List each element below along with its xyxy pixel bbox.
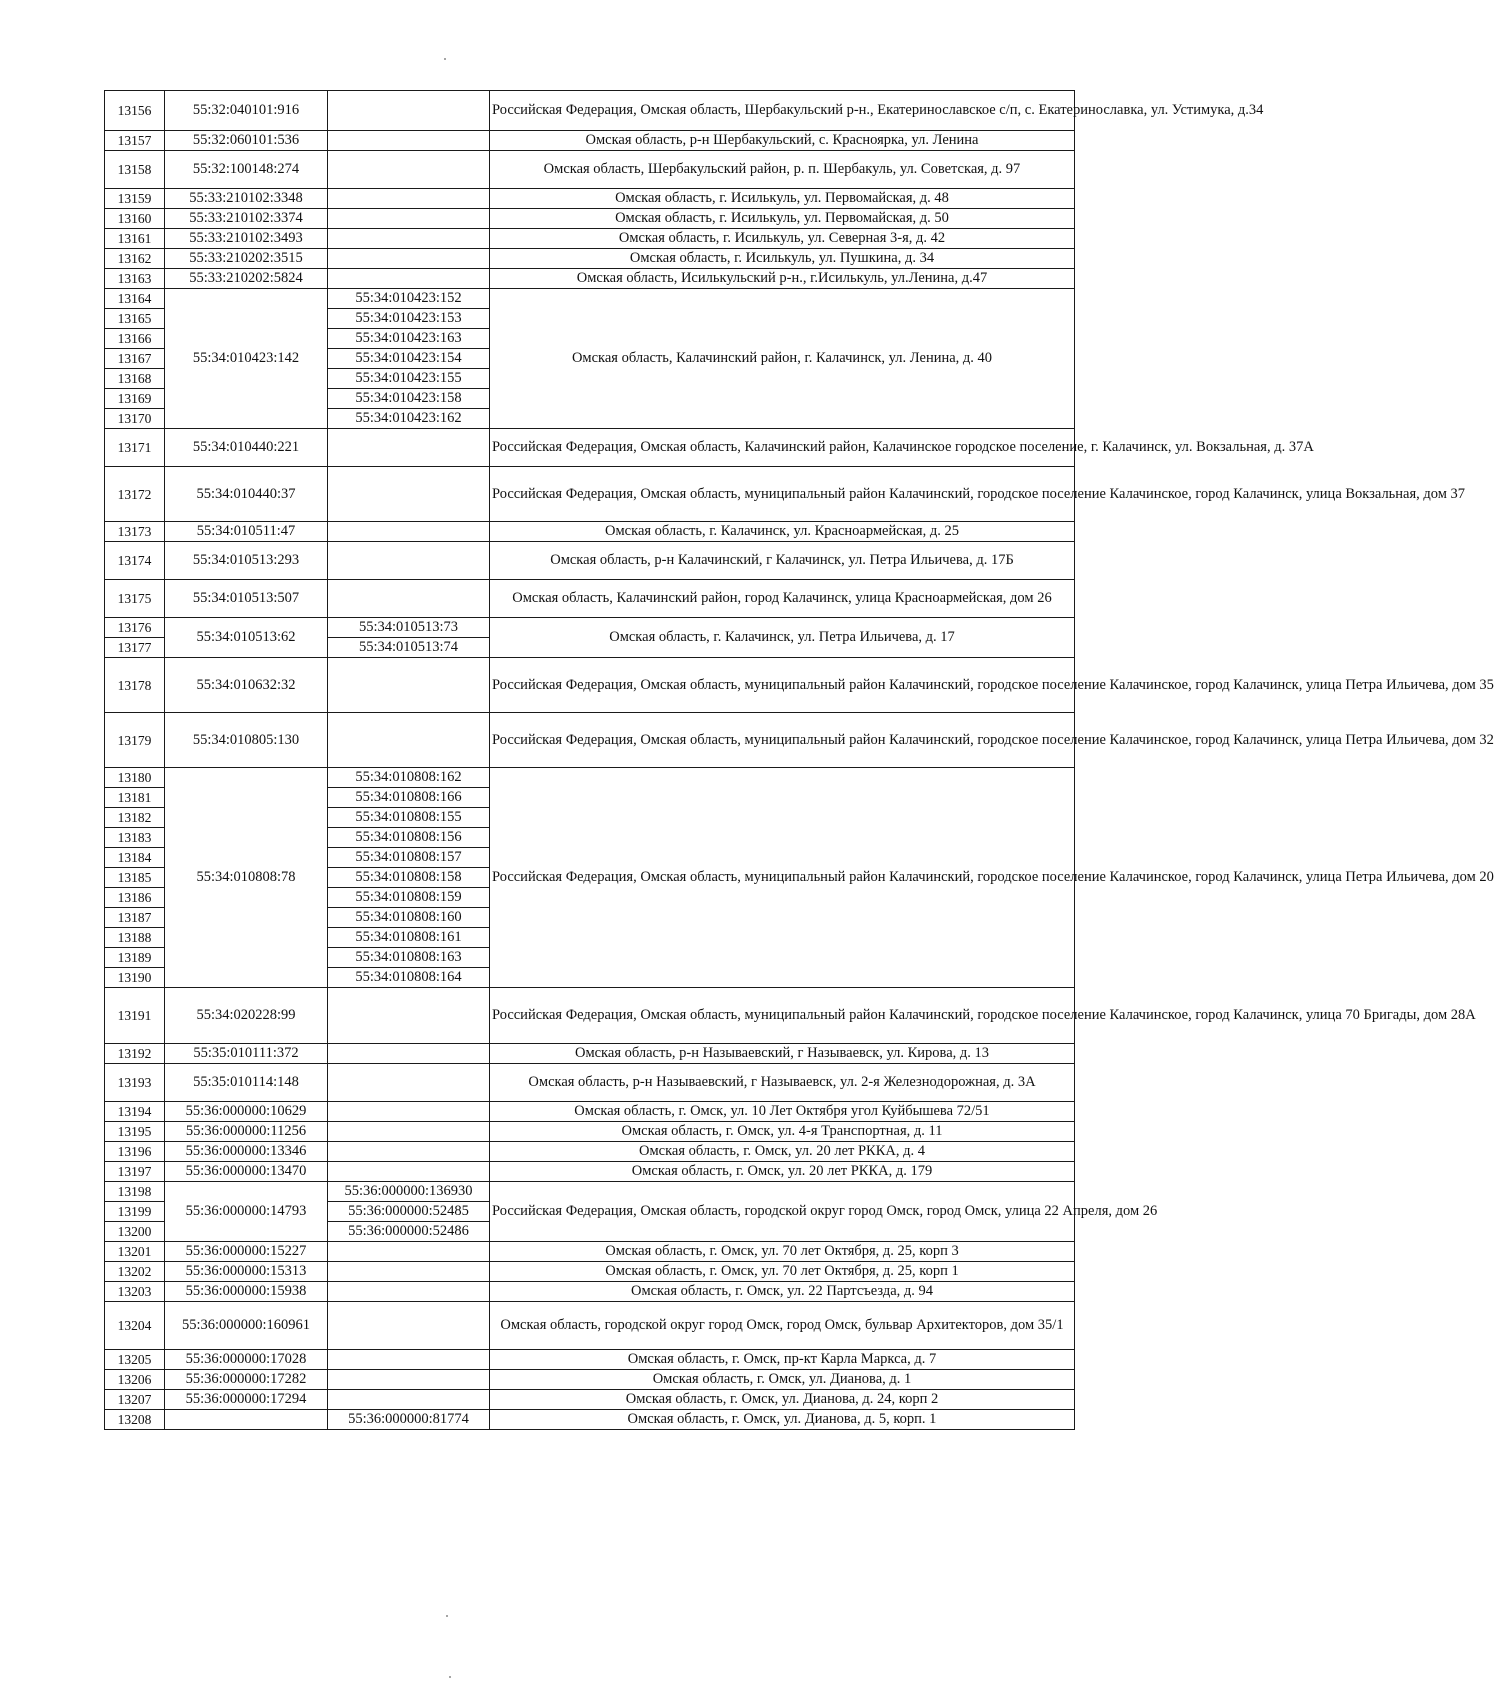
row-number-cell: 13194: [105, 1102, 165, 1122]
cadastral-number-cell: 55:36:000000:15227: [165, 1242, 328, 1262]
row-number-cell: 13175: [105, 580, 165, 618]
cadastral-number-cell: 55:32:040101:916: [165, 91, 328, 131]
row-number-cell: 13191: [105, 988, 165, 1044]
row-number-cell: 13184: [105, 848, 165, 868]
row-number-cell: 13182: [105, 808, 165, 828]
cadastral-number-cell: 55:36:000000:15938: [165, 1282, 328, 1302]
sub-object-cadastral-cell: [328, 429, 490, 467]
address-cell: Российская Федерация, Омская область, Калачинский район, Калачинское городское поселение, г. Калачинск, ул. Вокзальная, д. 37А: [490, 429, 1075, 467]
sub-object-cadastral-cell: 55:34:010513:74: [328, 638, 490, 658]
sub-object-cadastral-cell: [328, 658, 490, 713]
row-number-cell: 13190: [105, 968, 165, 988]
address-cell: Омская область, г. Омск, ул. 70 лет Октября, д. 25, корп 3: [490, 1242, 1075, 1262]
registry-body: [105, 91, 1494, 1430]
cadastral-number-cell: 55:36:000000:17028: [165, 1350, 328, 1370]
row-number-cell: 13197: [105, 1162, 165, 1182]
table-row: [105, 542, 1075, 580]
sub-object-cadastral-cell: [328, 209, 490, 229]
address-cell: Омская область, Исилькульский р-н., г.Исилькуль, ул.Ленина, д.47: [490, 269, 1075, 289]
row-number-cell: 13181: [105, 788, 165, 808]
row-number-cell: 13208: [105, 1410, 165, 1430]
address-cell: Омская область, г. Омск, ул. 22 Партсъезда, д. 94: [490, 1282, 1075, 1302]
row-number-cell: 13189: [105, 948, 165, 968]
sub-object-cadastral-cell: [328, 1122, 490, 1142]
table-row: [105, 522, 1075, 542]
table-row: [105, 1064, 1075, 1102]
sub-object-cadastral-cell: [328, 1390, 490, 1410]
table-row: [105, 988, 1075, 1044]
cadastral-number-cell: 55:36:000000:15313: [165, 1262, 328, 1282]
cadastral-number-cell: 55:32:060101:536: [165, 131, 328, 151]
row-number-cell: 13177: [105, 638, 165, 658]
cadastral-number-cell: 55:33:210102:3374: [165, 209, 328, 229]
row-number-cell: 13202: [105, 1262, 165, 1282]
address-cell: Омская область, р-н Называевский, г Называевск, ул. 2-я Железнодорожная, д. 3А: [490, 1064, 1075, 1102]
address-cell: Российская Федерация, Омская область, муниципальный район Калачинский, городское поселение Калачинское, город Калачинск, улица Петра Ильичева, дом 32: [490, 713, 1075, 768]
table-row: [105, 229, 1075, 249]
sub-object-cadastral-cell: 55:34:010423:154: [328, 349, 490, 369]
cadastral-number-cell: 55:33:210202:5824: [165, 269, 328, 289]
cadastral-number-cell: 55:36:000000:13346: [165, 1142, 328, 1162]
cadastral-number-cell: 55:34:010423:142: [165, 289, 328, 429]
row-number-cell: 13169: [105, 389, 165, 409]
row-number-cell: 13198: [105, 1182, 165, 1202]
address-cell: Омская область, р-н Шербакульский, с. Красноярка, ул. Ленина: [490, 131, 1075, 151]
row-number-cell: 13159: [105, 189, 165, 209]
address-cell: Омская область, г. Омск, пр-кт Карла Маркса, д. 7: [490, 1350, 1075, 1370]
sub-object-cadastral-cell: 55:34:010808:160: [328, 908, 490, 928]
sub-object-cadastral-cell: [328, 91, 490, 131]
cadastral-number-cell: 55:34:010513:62: [165, 618, 328, 658]
row-number-cell: 13199: [105, 1202, 165, 1222]
scan-speck: [449, 1676, 451, 1678]
table-row: [105, 658, 1075, 713]
table-row: [105, 713, 1075, 768]
sub-object-cadastral-cell: [328, 1044, 490, 1064]
cadastral-number-cell: 55:36:000000:10629: [165, 1102, 328, 1122]
table-row: [105, 467, 1075, 522]
cadastral-number-cell: 55:34:010511:47: [165, 522, 328, 542]
sub-object-cadastral-cell: 55:34:010808:162: [328, 768, 490, 788]
row-number-cell: 13186: [105, 888, 165, 908]
address-cell: Омская область, г. Исилькуль, ул. Северная 3-я, д. 42: [490, 229, 1075, 249]
address-cell: Омская область, г. Омск, ул. 20 лет РККА, д. 179: [490, 1162, 1075, 1182]
sub-object-cadastral-cell: [328, 713, 490, 768]
sub-object-cadastral-cell: [328, 1242, 490, 1262]
table-row: [105, 1410, 1075, 1430]
address-cell: Омская область, г. Омск, ул. Дианова, д. 1: [490, 1370, 1075, 1390]
address-cell: Омская область, г. Калачинск, ул. Красноармейская, д. 25: [490, 522, 1075, 542]
sub-object-cadastral-cell: [328, 1302, 490, 1350]
address-cell: Российская Федерация, Омская область, муниципальный район Калачинский, городское поселение Калачинское, город Калачинск, улица Вокзальная, дом 37: [490, 467, 1075, 522]
table-row: [105, 580, 1075, 618]
row-number-cell: 13156: [105, 91, 165, 131]
cadastral-number-cell: 55:36:000000:17294: [165, 1390, 328, 1410]
sub-object-cadastral-cell: [328, 1282, 490, 1302]
sub-object-cadastral-cell: [328, 1102, 490, 1122]
address-cell: Омская область, г. Калачинск, ул. Петра Ильичева, д. 17: [490, 618, 1075, 658]
cadastral-number-cell: 55:34:010632:32: [165, 658, 328, 713]
row-number-cell: 13166: [105, 329, 165, 349]
row-number-cell: 13179: [105, 713, 165, 768]
cadastral-number-cell: 55:36:000000:14793: [165, 1182, 328, 1242]
sub-object-cadastral-cell: [328, 542, 490, 580]
table-row: [105, 151, 1075, 189]
row-number-cell: 13200: [105, 1222, 165, 1242]
address-cell: Российская Федерация, Омская область, муниципальный район Калачинский, городское поселение Калачинское, город Калачинск, улица Петра Ильичева, дом 20: [490, 768, 1075, 988]
table-row: [105, 1122, 1075, 1142]
table-row: [105, 189, 1075, 209]
sub-object-cadastral-cell: [328, 580, 490, 618]
cadastral-number-cell: 55:36:000000:17282: [165, 1370, 328, 1390]
sub-object-cadastral-cell: [328, 229, 490, 249]
row-number-cell: 13172: [105, 467, 165, 522]
table-row: [105, 289, 1075, 309]
sub-object-cadastral-cell: [328, 249, 490, 269]
table-row: [105, 1282, 1075, 1302]
table-row: [105, 768, 1075, 788]
row-number-cell: 13165: [105, 309, 165, 329]
cadastral-number-cell: 55:34:010440:37: [165, 467, 328, 522]
row-number-cell: 13183: [105, 828, 165, 848]
address-cell: Российская Федерация, Омская область, городской округ город Омск, город Омск, улица 22 Апреля, дом 26: [490, 1182, 1075, 1242]
row-number-cell: 13161: [105, 229, 165, 249]
address-cell: Омская область, г. Исилькуль, ул. Первомайская, д. 50: [490, 209, 1075, 229]
sub-object-cadastral-cell: 55:34:010423:152: [328, 289, 490, 309]
sub-object-cadastral-cell: 55:34:010808:155: [328, 808, 490, 828]
row-number-cell: 13204: [105, 1302, 165, 1350]
cadastral-number-cell: 55:34:020228:99: [165, 988, 328, 1044]
cadastral-number-cell: 55:33:210102:3348: [165, 189, 328, 209]
sub-object-cadastral-cell: [328, 131, 490, 151]
sub-object-cadastral-cell: 55:34:010423:158: [328, 389, 490, 409]
table-row: [105, 1162, 1075, 1182]
sub-object-cadastral-cell: [328, 1350, 490, 1370]
cadastral-number-cell: 55:34:010513:507: [165, 580, 328, 618]
row-number-cell: 13180: [105, 768, 165, 788]
sub-object-cadastral-cell: 55:34:010808:166: [328, 788, 490, 808]
sub-object-cadastral-cell: [328, 269, 490, 289]
table-row: [105, 1370, 1075, 1390]
address-cell: Омская область, Шербакульский район, р. п. Шербакуль, ул. Советская, д. 97: [490, 151, 1075, 189]
row-number-cell: 13206: [105, 1370, 165, 1390]
sub-object-cadastral-cell: 55:36:000000:136930: [328, 1182, 490, 1202]
sub-object-cadastral-cell: [328, 1370, 490, 1390]
address-cell: Омская область, г. Исилькуль, ул. Пушкина, д. 34: [490, 249, 1075, 269]
sub-object-cadastral-cell: [328, 1262, 490, 1282]
sub-object-cadastral-cell: 55:36:000000:52486: [328, 1222, 490, 1242]
scan-speck: [446, 1615, 448, 1617]
row-number-cell: 13174: [105, 542, 165, 580]
row-number-cell: 13162: [105, 249, 165, 269]
address-cell: Омская область, г. Омск, ул. 4-я Транспортная, д. 11: [490, 1122, 1075, 1142]
row-number-cell: 13193: [105, 1064, 165, 1102]
sub-object-cadastral-cell: 55:36:000000:81774: [328, 1410, 490, 1430]
table-row: [105, 1242, 1075, 1262]
address-cell: Российская Федерация, Омская область, муниципальный район Калачинский, городское поселение Калачинское, город Калачинск, улица 70 Бригады, дом 28А: [490, 988, 1075, 1044]
table-row: [105, 618, 1075, 638]
address-cell: Омская область, г. Омск, ул. 10 Лет Октября угол Куйбышева 72/51: [490, 1102, 1075, 1122]
address-cell: Омская область, р-н Называевский, г Называевск, ул. Кирова, д. 13: [490, 1044, 1075, 1064]
row-number-cell: 13168: [105, 369, 165, 389]
address-cell: Омская область, Калачинский район, г. Калачинск, ул. Ленина, д. 40: [490, 289, 1075, 429]
cadastral-number-cell: 55:36:000000:160961: [165, 1302, 328, 1350]
cadastral-number-cell: 55:36:000000:11256: [165, 1122, 328, 1142]
table-row: [105, 1142, 1075, 1162]
sub-object-cadastral-cell: 55:34:010808:157: [328, 848, 490, 868]
row-number-cell: 13205: [105, 1350, 165, 1370]
row-number-cell: 13157: [105, 131, 165, 151]
sub-object-cadastral-cell: 55:34:010808:159: [328, 888, 490, 908]
cadastral-number-cell: 55:34:010805:130: [165, 713, 328, 768]
row-number-cell: 13167: [105, 349, 165, 369]
row-number-cell: 13192: [105, 1044, 165, 1064]
sub-object-cadastral-cell: 55:34:010808:158: [328, 868, 490, 888]
sub-object-cadastral-cell: 55:34:010808:164: [328, 968, 490, 988]
row-number-cell: 13160: [105, 209, 165, 229]
sub-object-cadastral-cell: [328, 467, 490, 522]
row-number-cell: 13187: [105, 908, 165, 928]
address-cell: Омская область, г. Омск, ул. Дианова, д. 24, корп 2: [490, 1390, 1075, 1410]
table-row: [105, 1102, 1075, 1122]
table-row: [105, 269, 1075, 289]
row-number-cell: 13176: [105, 618, 165, 638]
row-number-cell: 13207: [105, 1390, 165, 1410]
sub-object-cadastral-cell: [328, 988, 490, 1044]
property-registry-table: [104, 90, 1494, 1430]
sub-object-cadastral-cell: 55:34:010423:153: [328, 309, 490, 329]
table-row: [105, 91, 1075, 131]
row-number-cell: 13201: [105, 1242, 165, 1262]
address-cell: Омская область, р-н Калачинский, г Калачинск, ул. Петра Ильичева, д. 17Б: [490, 542, 1075, 580]
row-number-cell: 13185: [105, 868, 165, 888]
row-number-cell: 13171: [105, 429, 165, 467]
cadastral-number-cell: 55:33:210102:3493: [165, 229, 328, 249]
sub-object-cadastral-cell: [328, 189, 490, 209]
table-row: [105, 1182, 1075, 1202]
table-row: [105, 131, 1075, 151]
sub-object-cadastral-cell: 55:34:010423:163: [328, 329, 490, 349]
row-number-cell: 13164: [105, 289, 165, 309]
table-row: [105, 1302, 1075, 1350]
row-number-cell: 13203: [105, 1282, 165, 1302]
address-cell: Российская Федерация, Омская область, Шербакульский р-н., Екатеринославское с/п, с. Екатеринославка, ул. Устимука, д.34: [490, 91, 1075, 131]
address-cell: Омская область, Калачинский район, город Калачинск, улица Красноармейская, дом 26: [490, 580, 1075, 618]
row-number-cell: 13170: [105, 409, 165, 429]
table-row: [105, 429, 1075, 467]
cadastral-number-cell: 55:34:010513:293: [165, 542, 328, 580]
cadastral-number-cell: 55:33:210202:3515: [165, 249, 328, 269]
cadastral-number-cell: 55:34:010440:221: [165, 429, 328, 467]
row-number-cell: 13196: [105, 1142, 165, 1162]
table-row: [105, 1350, 1075, 1370]
sub-object-cadastral-cell: [328, 522, 490, 542]
cadastral-number-cell: 55:35:010111:372: [165, 1044, 328, 1064]
sub-object-cadastral-cell: 55:34:010808:163: [328, 948, 490, 968]
address-cell: Российская Федерация, Омская область, муниципальный район Калачинский, городское поселение Калачинское, город Калачинск, улица Петра Ильичева, дом 35: [490, 658, 1075, 713]
sub-object-cadastral-cell: 55:34:010423:162: [328, 409, 490, 429]
row-number-cell: 13158: [105, 151, 165, 189]
cadastral-number-cell: 55:35:010114:148: [165, 1064, 328, 1102]
row-number-cell: 13163: [105, 269, 165, 289]
table-row: [105, 209, 1075, 229]
sub-object-cadastral-cell: [328, 151, 490, 189]
table-row: [105, 1262, 1075, 1282]
sub-object-cadastral-cell: 55:34:010513:73: [328, 618, 490, 638]
sub-object-cadastral-cell: 55:34:010808:156: [328, 828, 490, 848]
sub-object-cadastral-cell: 55:34:010423:155: [328, 369, 490, 389]
sub-object-cadastral-cell: [328, 1162, 490, 1182]
sub-object-cadastral-cell: 55:34:010808:161: [328, 928, 490, 948]
address-cell: Омская область, г. Исилькуль, ул. Первомайская, д. 48: [490, 189, 1075, 209]
address-cell: Омская область, г. Омск, ул. 70 лет Октября, д. 25, корп 1: [490, 1262, 1075, 1282]
table-row: [105, 1044, 1075, 1064]
table-row: [105, 1390, 1075, 1410]
table-row: [105, 249, 1075, 269]
address-cell: Омская область, г. Омск, ул. 20 лет РККА, д. 4: [490, 1142, 1075, 1162]
cadastral-number-cell: 55:36:000000:13470: [165, 1162, 328, 1182]
cadastral-number-cell: [165, 1410, 328, 1430]
sub-object-cadastral-cell: [328, 1142, 490, 1162]
scan-speck: [444, 58, 446, 60]
row-number-cell: 13173: [105, 522, 165, 542]
sub-object-cadastral-cell: [328, 1064, 490, 1102]
document-page: [104, 90, 1494, 1430]
address-cell: Омская область, г. Омск, ул. Дианова, д. 5, корп. 1: [490, 1410, 1075, 1430]
row-number-cell: 13178: [105, 658, 165, 713]
address-cell: Омская область, городской округ город Омск, город Омск, бульвар Архитекторов, дом 35/1: [490, 1302, 1075, 1350]
cadastral-number-cell: 55:34:010808:78: [165, 768, 328, 988]
sub-object-cadastral-cell: 55:36:000000:52485: [328, 1202, 490, 1222]
cadastral-number-cell: 55:32:100148:274: [165, 151, 328, 189]
row-number-cell: 13188: [105, 928, 165, 948]
row-number-cell: 13195: [105, 1122, 165, 1142]
